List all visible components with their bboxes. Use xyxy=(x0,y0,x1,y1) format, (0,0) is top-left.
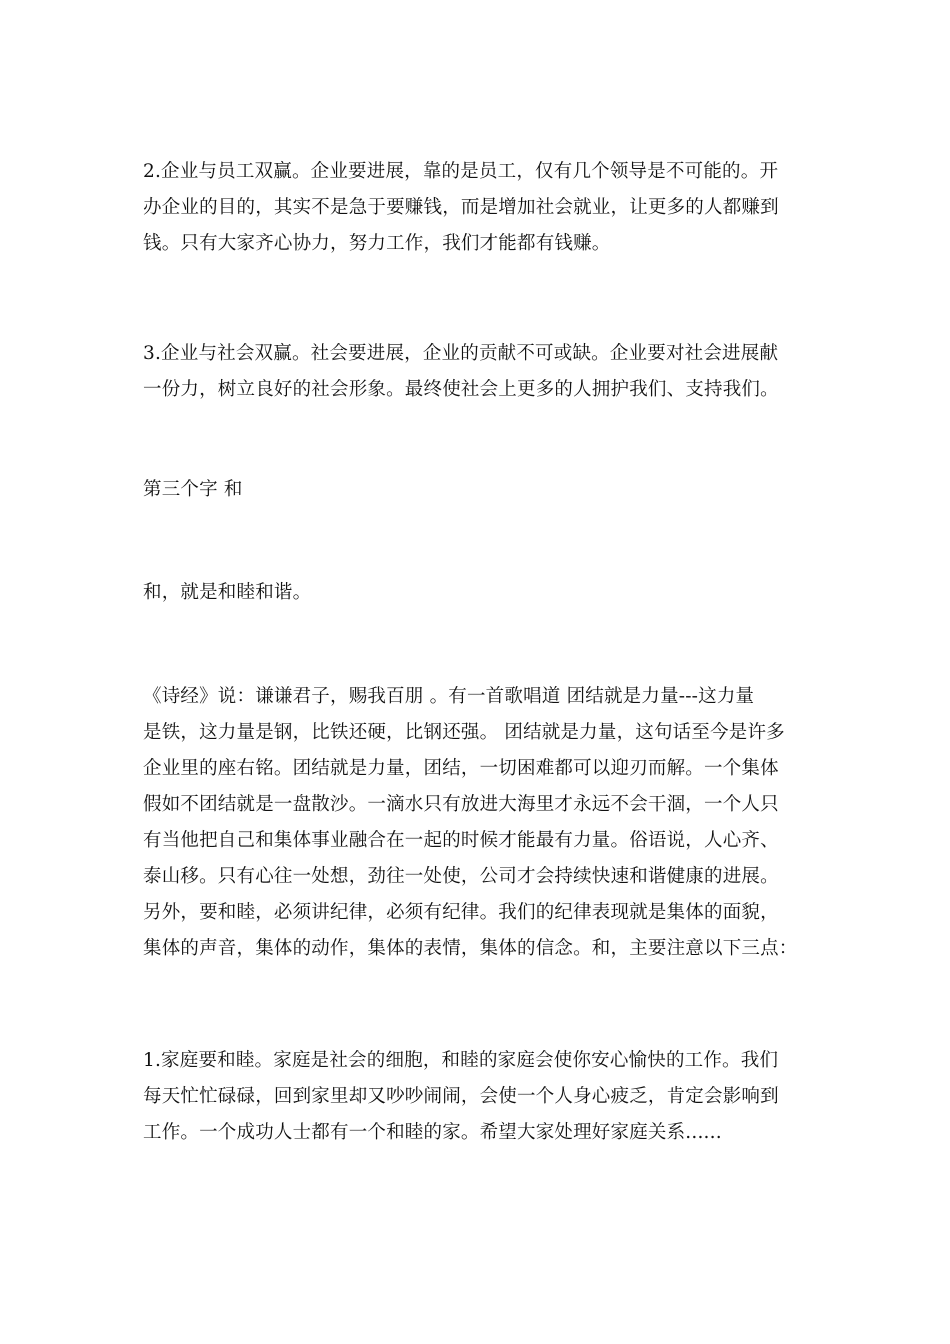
text-line: 《诗经》说：谦谦君子，赐我百朋 。有一首歌唱道 团结就是力量---这力量 xyxy=(143,686,755,707)
text-line: 工作。一个成功人士都有一个和睦的家。希望大家处理好家庭关系...... xyxy=(143,1122,722,1143)
text-line: 泰山移。只有心往一处想，劲往一处使，公司才会持续快速和谐健康的进展。 xyxy=(143,866,779,887)
text-line: 2.企业与员工双赢。企业要进展，靠的是员工，仅有几个领导是不可能的。开 xyxy=(143,161,779,182)
text-line: 有当他把自己和集体事业融合在一起的时候才能最有力量。俗语说，人心齐、 xyxy=(143,830,779,851)
text-line: 假如不团结就是一盘散沙。一滴水只有放进大海里才永远不会干涸，一个人只 xyxy=(143,794,779,815)
text-line: 一份力，树立良好的社会形象。最终使社会上更多的人拥护我们、支持我们。 xyxy=(143,379,779,400)
text-line: 办企业的目的，其实不是急于要赚钱，而是增加社会就业，让更多的人都赚到 xyxy=(143,197,779,218)
text-line: 是铁，这力量是钢，比铁还硬，比钢还强。 团结就是力量，这句话至今是许多 xyxy=(143,722,785,743)
paragraph-harmony-definition xyxy=(143,575,808,611)
text-line: 1.家庭要和睦。家庭是社会的细胞，和睦的家庭会使你安心愉快的工作。我们 xyxy=(143,1050,779,1071)
text-line: 3.企业与社会双赢。社会要进展，企业的贡献不可或缺。企业要对社会进展献 xyxy=(143,343,779,364)
section-heading: 第三个字 和 xyxy=(143,479,243,500)
text-line: 另外，要和睦，必须讲纪律，必须有纪律。我们的纪律表现就是集体的面貌， xyxy=(143,902,779,923)
paragraph-employee-win xyxy=(143,154,808,262)
text-line: 每天忙忙碌碌，回到家里却又吵吵闹闹，会使一个人身心疲乏，肯定会影响到 xyxy=(143,1086,779,1107)
text-line: 和，就是和睦和谐。 xyxy=(143,582,312,603)
paragraph-family-harmony xyxy=(143,1043,808,1151)
text-line: 企业里的座右铭。团结就是力量，团结，一切困难都可以迎刃而解。一个集体 xyxy=(143,758,779,779)
paragraph-society-win xyxy=(143,336,808,408)
section-heading-third-character xyxy=(143,472,808,508)
text-line: 集体的声音，集体的动作，集体的表情，集体的信念。和，主要注意以下三点： xyxy=(143,938,798,959)
paragraph-unity xyxy=(143,679,808,967)
text-line: 钱。只有大家齐心协力，努力工作，我们才能都有钱赚。 xyxy=(143,233,611,254)
